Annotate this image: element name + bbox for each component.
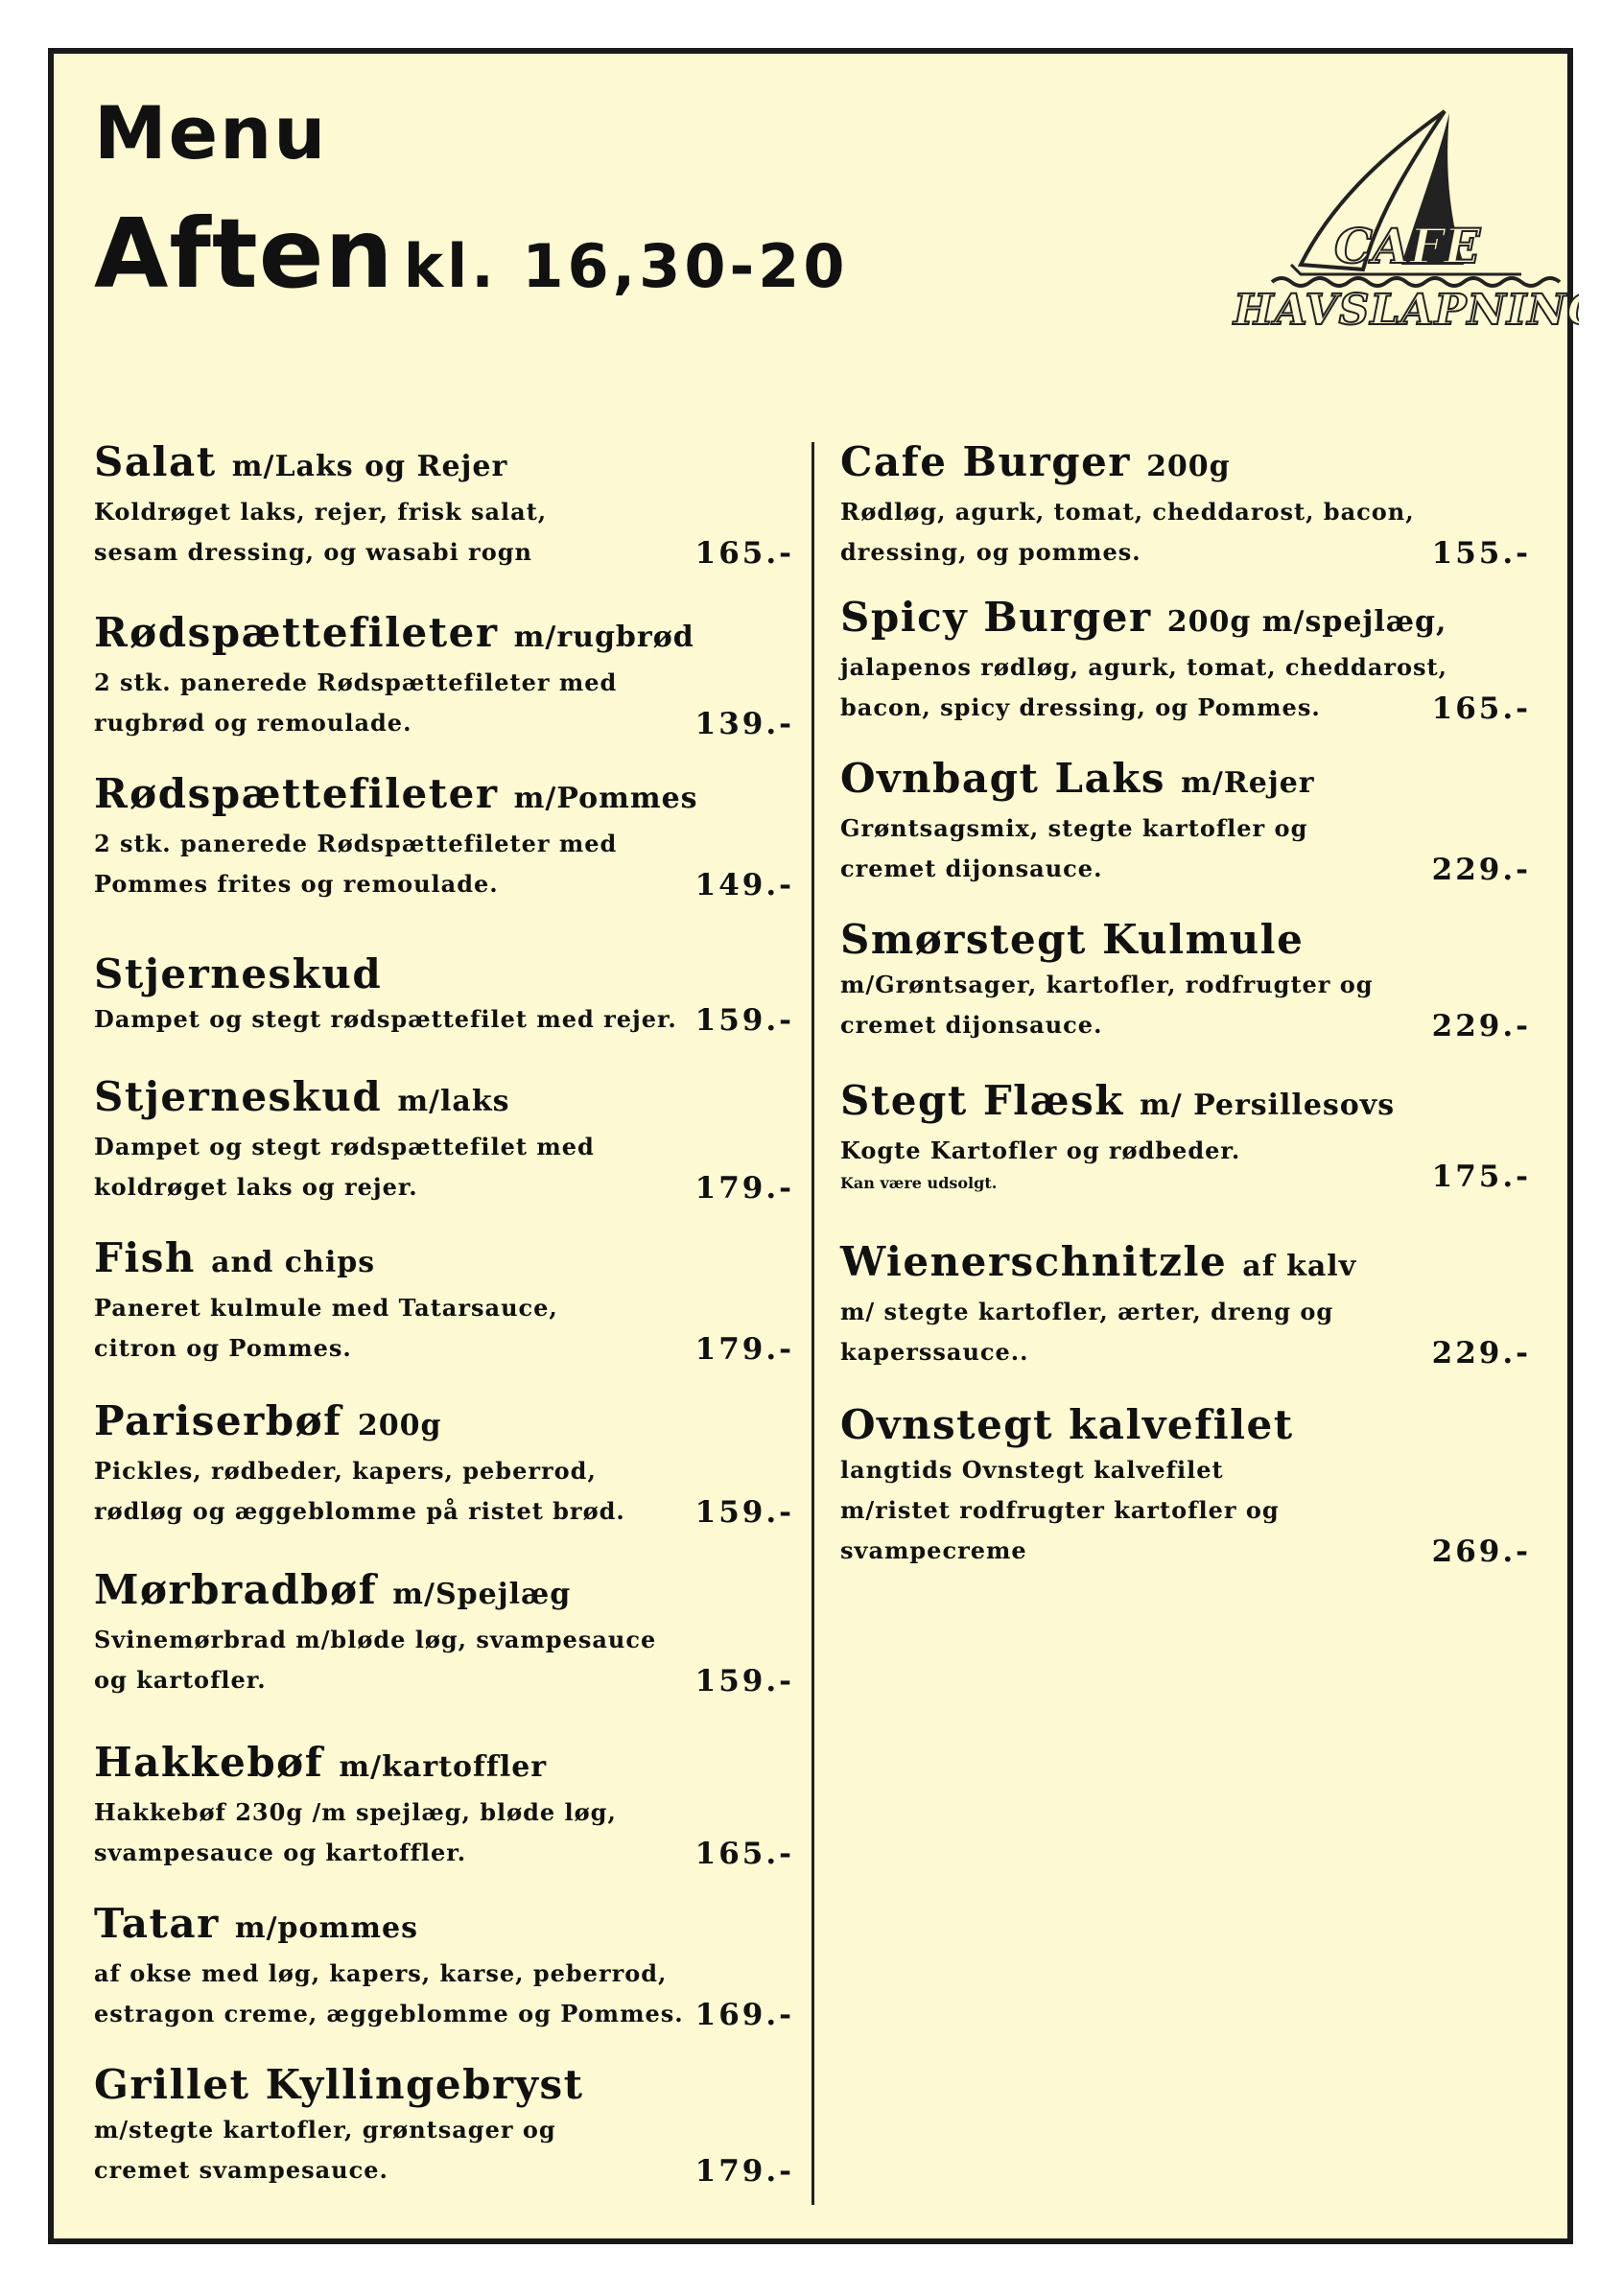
dish-description: rugbrød og remoulade. [94,709,412,737]
dish-name [94,1565,794,1620]
dish-price: 175.- [1431,1160,1531,1194]
dish-subtitle: m/ Persillesovs [1139,1089,1396,1122]
dish-name [94,2060,794,2110]
dish-subtitle: 200g m/spejlæg, [1166,605,1447,639]
dish-name [94,769,794,824]
dish-title: Ovnbagt Laks [840,755,1165,802]
dish-description: svampecreme [840,1536,1027,1564]
dish-description: kaperssauce.. [840,1338,1029,1366]
dish-subtitle: af kalv [1242,1250,1357,1283]
dish-description: cremet dijonsauce. [840,855,1103,882]
dish-subtitle: m/Laks og Rejer [231,450,508,483]
dish-price: 165.- [1431,691,1531,726]
menu-item [94,949,794,1040]
dish-description: Pickles, rødbeder, kapers, peberrod, [94,1457,597,1485]
menu-item [840,437,1531,573]
dish-description: og kartofler. [94,1666,267,1694]
menu-item [94,769,794,904]
dish-description: koldrøget laks og rejer. [94,1173,418,1201]
dish-subtitle: m/Rejer [1181,766,1315,800]
dish-description: citron og Pommes. [94,1334,352,1362]
dish-description: Hakkebøf 230g /m spejlæg, bløde løg, [94,1798,617,1826]
dish-description: Paneret kulmule med Tatarsauce, [94,1294,558,1322]
menu-item [94,1738,794,1873]
evening-label: Aften [94,198,394,310]
dish-name [94,608,794,663]
dish-name [840,593,1531,647]
dish-title: Spicy Burger [840,594,1152,641]
dish-description: Dampet og stegt rødspættefilet med rejer. [94,1005,677,1033]
dish-description: bacon, spicy dressing, og Pommes. [840,693,1321,721]
dish-price: 139.- [694,707,794,741]
menu-item [840,1400,1531,1571]
dish-name [840,1400,1531,1450]
dish-title: Stegt Flæsk [840,1077,1124,1124]
dish-price: 229.- [1431,853,1531,887]
dish-title: Tatar [94,1900,220,1947]
dish-description: m/ stegte kartofler, ærter, dreng og [840,1298,1334,1325]
dish-description: svampesauce og kartoffler. [94,1839,467,1866]
dish-description: dressing, og pommes. [840,538,1141,566]
dish-description: sesam dressing, og wasabi rogn [94,538,532,566]
dish-subtitle: m/Spejlæg [392,1578,572,1611]
dish-price: 165.- [694,1837,794,1871]
dish-title: Stjerneskud [94,950,383,997]
dish-name [94,1396,794,1451]
dish-price: 229.- [1431,1336,1531,1371]
menu-item [94,1899,794,2034]
dish-price: 159.- [694,1495,794,1530]
dish-price: 229.- [1431,1009,1531,1043]
dish-title: Grillet Kyllingebryst [94,2061,584,2108]
menu-item [94,1565,794,1700]
dish-subtitle: m/laks [397,1085,510,1118]
dish-name [94,1072,794,1127]
dish-description: langtids Ovnstegt kalvefilet [840,1456,1224,1484]
dish-title: Salat [94,438,217,485]
menu-item [94,1072,794,1207]
dish-name [94,1899,794,1954]
dish-title: Rødspættefileter [94,770,499,817]
menu-item [840,754,1531,889]
menu-item [840,1237,1531,1372]
dish-description: m/stegte kartofler, grøntsager og [94,2116,556,2144]
dish-name [94,437,794,492]
dish-price: 179.- [694,1332,794,1367]
dish-name [94,1738,794,1792]
dish-subtitle: m/kartoffler [339,1750,548,1784]
dish-name [840,754,1531,808]
dish-subtitle: 200g [357,1409,442,1442]
dish-title: Mørbradbøf [94,1566,378,1613]
dish-title: Smørstegt Kulmule [840,916,1305,963]
dish-name [840,1076,1531,1131]
dish-description: Dampet og stegt rødspættefilet med [94,1133,595,1160]
dish-price: 179.- [694,2154,794,2189]
dish-description: 2 stk. panerede Rødspættefileter med [94,668,618,696]
dish-description: Rødløg, agurk, tomat, cheddarost, bacon, [840,498,1415,526]
dish-description: af okse med løg, kapers, karse, peberrod, [94,1959,668,1987]
dish-title: Ovnstegt kalvefilet [840,1401,1294,1448]
dish-description: jalapenos rødløg, agurk, tomat, cheddarost, [840,653,1447,681]
cafe-logo [1157,73,1579,332]
dish-title: Hakkebøf [94,1739,324,1786]
dish-name [94,1233,794,1288]
dish-title: Rødspættefileter [94,609,499,656]
dish-name [94,949,794,999]
dish-note: Kan være udsolgt. [840,1174,998,1192]
dish-subtitle: 200g [1146,450,1231,483]
dish-description: rødløg og æggeblomme på ristet brød. [94,1497,625,1525]
dish-name [840,437,1531,492]
dish-description: Grøntsagsmix, stegte kartofler og [840,814,1308,842]
dish-name [840,915,1531,965]
dish-description: estragon creme, æggeblomme og Pommes. [94,2000,684,2027]
dish-price: 155.- [1431,536,1531,571]
dish-title: Wienerschnitzle [840,1238,1228,1285]
dish-price: 159.- [694,1003,794,1038]
dish-price: 165.- [694,536,794,571]
dish-price: 169.- [694,1998,794,2032]
sailboat-logo-icon [1157,73,1579,332]
dish-subtitle: m/pommes [234,1911,418,1945]
dish-description: 2 stk. panerede Rødspættefileter med [94,830,618,857]
dish-price: 149.- [694,868,794,902]
logo-line2: HAVSLAPNING [1234,286,1579,332]
dish-subtitle: m/rugbrød [513,621,694,654]
menu-item [94,1233,794,1369]
dish-price: 179.- [694,1171,794,1206]
menu-sheet [48,48,1579,2244]
dish-name [840,1237,1531,1292]
dish-description: Koldrøget laks, rejer, frisk salat, [94,498,548,526]
column-divider [812,442,814,2205]
dish-description: m/ristet rodfrugter kartofler og [840,1496,1280,1524]
dish-description: cremet svampesauce. [94,2156,388,2184]
menu-item [840,1076,1531,1196]
dish-price: 159.- [694,1664,794,1699]
serving-hours: kl. 16,30-20 [403,231,849,301]
menu-item [94,608,794,743]
dish-description: cremet dijonsauce. [840,1011,1103,1039]
dish-description: Pommes frites og remoulade. [94,870,499,898]
evening-title [94,198,848,310]
menu-item [94,1396,794,1532]
dish-title: Stjerneskud [94,1073,383,1120]
dish-subtitle: m/Pommes [513,782,698,815]
dish-description: Kogte Kartofler og rødbeder. [840,1136,1241,1164]
menu-item [94,2060,794,2191]
dish-title: Cafe Burger [840,438,1131,485]
menu-item [94,437,794,573]
dish-price: 269.- [1431,1535,1531,1569]
menu-item [840,915,1531,1045]
dish-title: Pariserbøf [94,1397,342,1444]
logo-line1: CAFE [1334,218,1481,274]
dish-title: Fish [94,1234,196,1281]
menu-item [840,593,1531,728]
menu-title: Menu [94,90,328,176]
dish-subtitle: and chips [211,1246,376,1279]
dish-description: Svinemørbrad m/bløde løg, svampesauce [94,1626,657,1653]
dish-description: m/Grøntsager, kartofler, rodfrugter og [840,971,1374,998]
